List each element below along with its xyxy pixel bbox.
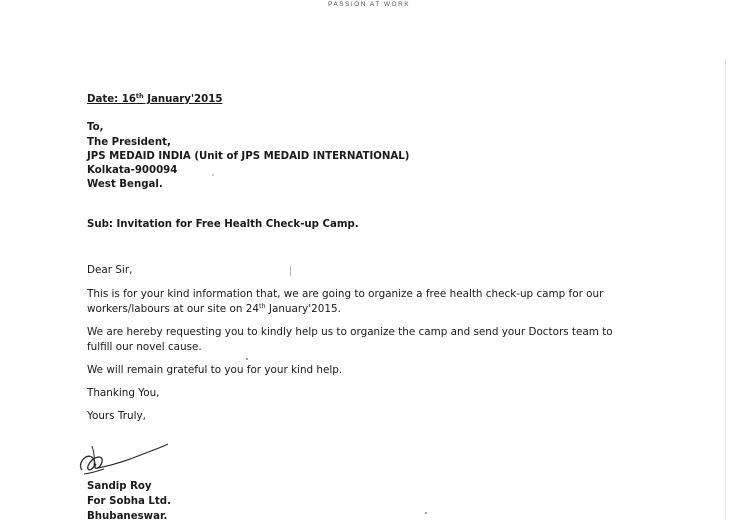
sender-company: For Sobha Ltd. bbox=[87, 496, 171, 507]
scan-speck bbox=[212, 174, 214, 176]
paragraph-3: We will remain grateful to you for your kind help. bbox=[87, 364, 343, 376]
recipient-to: To, bbox=[87, 122, 104, 133]
letter-subject: Sub: Invitation for Free Health Check-up Camp. bbox=[87, 219, 359, 230]
letter-date: Date: 16th January'2015 bbox=[87, 92, 223, 105]
recipient-state: West Bengal. bbox=[87, 179, 163, 190]
paragraph-1-line-2: workers/labours at our site on 24th January'2015. bbox=[87, 302, 341, 315]
scan-speck bbox=[425, 512, 427, 514]
recipient-organization: JPS MEDAID INDIA (Unit of JPS MEDAID INTERNATIONAL) bbox=[87, 151, 410, 162]
scan-speck bbox=[246, 358, 248, 360]
sender-city: Bhubaneswar. bbox=[87, 511, 168, 522]
paragraph-1-line-1: This is for your kind information that, we are going to organize a free health check-up camp for our bbox=[87, 288, 604, 300]
letterhead-tagline: PASSION AT WORK bbox=[328, 1, 411, 8]
sender-name: Sandip Roy bbox=[87, 481, 152, 492]
paragraph-2-line-1: We are hereby requesting you to kindly help us to organize the camp and send your Doctors team to bbox=[87, 326, 613, 338]
scan-edge-line bbox=[725, 60, 726, 520]
greeting: Dear Sir, bbox=[87, 264, 133, 276]
paragraph-2-line-2: fulfill our novel cause. bbox=[87, 341, 202, 353]
recipient-city: Kolkata-900094 bbox=[87, 165, 178, 176]
thanks-line: Thanking You, bbox=[87, 387, 160, 399]
scan-speck bbox=[290, 266, 291, 276]
recipient-title: The President, bbox=[87, 137, 171, 148]
closing-line: Yours Truly, bbox=[87, 410, 146, 422]
